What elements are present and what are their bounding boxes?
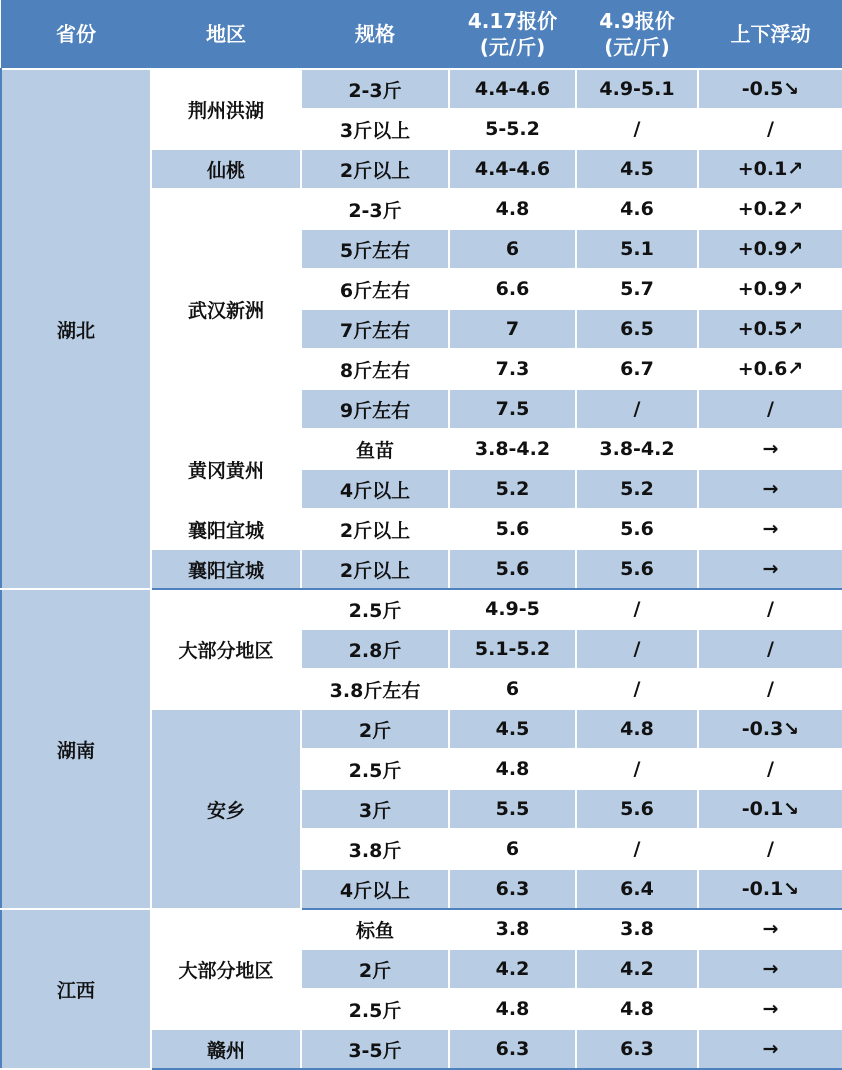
price-a-cell: 4.8	[449, 749, 576, 789]
table-row	[1, 909, 842, 949]
price-a-cell: 4.2	[449, 949, 576, 989]
price-b-cell: 3.8-4.2	[576, 429, 698, 469]
price-b-cell: /	[576, 589, 698, 629]
spec-cell: 标鱼	[301, 909, 449, 949]
price-a-cell: 6	[449, 669, 576, 709]
price-a-cell: 5.5	[449, 789, 576, 829]
price-a-cell: 4.8	[449, 989, 576, 1029]
spec-cell: 5斤左右	[301, 229, 449, 269]
price-b-cell: 5.1	[576, 229, 698, 269]
change-cell: /	[698, 389, 842, 429]
price-a-cell: 7.3	[449, 349, 576, 389]
spec-cell: 2.5斤	[301, 589, 449, 629]
header-change: 上下浮动	[698, 0, 842, 69]
spec-cell: 鱼苗	[301, 429, 449, 469]
header-price-b-line1: 4.9报价	[599, 9, 675, 33]
price-b-cell: 4.9-5.1	[576, 69, 698, 109]
spec-cell: 4斤以上	[301, 469, 449, 509]
price-a-cell: 5.1-5.2	[449, 629, 576, 669]
spec-cell: 4斤以上	[301, 869, 449, 909]
price-a-cell: 5.2	[449, 469, 576, 509]
price-b-cell: 5.6	[576, 549, 698, 589]
price-b-cell: /	[576, 629, 698, 669]
price-a-cell: 4.9-5	[449, 589, 576, 629]
table-header	[1, 0, 842, 69]
change-cell: +0.5↗	[698, 309, 842, 349]
table-row	[1, 69, 842, 109]
price-a-cell: 6.6	[449, 269, 576, 309]
region-cell: 赣州	[151, 1029, 301, 1069]
table-body	[1, 69, 842, 1069]
change-cell: →	[698, 429, 842, 469]
change-cell: →	[698, 989, 842, 1029]
change-cell: →	[698, 509, 842, 549]
change-cell: →	[698, 549, 842, 589]
price-a-cell: 6.3	[449, 869, 576, 909]
change-cell: /	[698, 629, 842, 669]
price-b-cell: 4.5	[576, 149, 698, 189]
spec-cell: 2斤以上	[301, 509, 449, 549]
price-b-cell: 3.8	[576, 909, 698, 949]
price-a-cell: 3.8	[449, 909, 576, 949]
price-a-cell: 4.5	[449, 709, 576, 749]
spec-cell: 2斤	[301, 709, 449, 749]
price-a-cell: 3.8-4.2	[449, 429, 576, 469]
spec-cell: 9斤左右	[301, 389, 449, 429]
change-cell: /	[698, 749, 842, 789]
price-b-cell: 5.2	[576, 469, 698, 509]
price-a-cell: 6	[449, 229, 576, 269]
region-cell: 黄冈黄州	[151, 429, 301, 509]
change-cell: +0.9↗	[698, 229, 842, 269]
price-b-cell: /	[576, 389, 698, 429]
price-b-cell: 4.6	[576, 189, 698, 229]
change-cell: /	[698, 829, 842, 869]
change-cell: →	[698, 949, 842, 989]
change-cell: -0.3↘	[698, 709, 842, 749]
region-cell: 武汉新洲	[151, 189, 301, 429]
header-region: 地区	[151, 0, 301, 69]
spec-cell: 7斤左右	[301, 309, 449, 349]
header-price-a-line1: 4.17报价	[467, 9, 558, 33]
spec-cell: 2斤	[301, 949, 449, 989]
price-a-cell: 4.4-4.6	[449, 149, 576, 189]
province-cell: 湖北	[1, 69, 151, 589]
price-b-cell: 4.8	[576, 709, 698, 749]
region-cell: 襄阳宜城	[151, 549, 301, 589]
header-spec: 规格	[301, 0, 449, 69]
header-price-a	[449, 0, 576, 69]
price-b-cell: 6.3	[576, 1029, 698, 1069]
price-b-cell: 4.8	[576, 989, 698, 1029]
change-cell: →	[698, 909, 842, 949]
spec-cell: 3.8斤左右	[301, 669, 449, 709]
spec-cell: 2.5斤	[301, 749, 449, 789]
change-cell: -0.5↘	[698, 69, 842, 109]
region-cell: 大部分地区	[151, 589, 301, 709]
header-price-a-line2: (元/斤)	[479, 35, 546, 59]
price-b-cell: 6.5	[576, 309, 698, 349]
price-b-cell: 5.6	[576, 509, 698, 549]
price-b-cell: /	[576, 669, 698, 709]
spec-cell: 6斤左右	[301, 269, 449, 309]
table-row	[1, 589, 842, 629]
change-cell: +0.1↗	[698, 149, 842, 189]
change-cell: +0.6↗	[698, 349, 842, 389]
spec-cell: 2-3斤	[301, 189, 449, 229]
price-a-cell: 7.5	[449, 389, 576, 429]
region-cell: 襄阳宜城	[151, 509, 301, 549]
spec-cell: 8斤左右	[301, 349, 449, 389]
spec-cell: 2.8斤	[301, 629, 449, 669]
header-price-b-line2: (元/斤)	[604, 35, 670, 59]
change-cell: →	[698, 1029, 842, 1069]
region-cell: 安乡	[151, 709, 301, 909]
region-cell: 大部分地区	[151, 909, 301, 1029]
spec-cell: 3-5斤	[301, 1029, 449, 1069]
price-a-cell: 5.6	[449, 509, 576, 549]
price-a-cell: 4.8	[449, 189, 576, 229]
price-b-cell: 6.7	[576, 349, 698, 389]
price-b-cell: 5.7	[576, 269, 698, 309]
price-a-cell: 5-5.2	[449, 109, 576, 149]
region-cell: 仙桃	[151, 149, 301, 189]
price-a-cell: 6.3	[449, 1029, 576, 1069]
price-a-cell: 7	[449, 309, 576, 349]
price-a-cell: 5.6	[449, 549, 576, 589]
spec-cell: 2斤以上	[301, 549, 449, 589]
spec-cell: 2-3斤	[301, 69, 449, 109]
change-cell: -0.1↘	[698, 869, 842, 909]
province-cell: 湖南	[1, 589, 151, 909]
spec-cell: 2斤以上	[301, 149, 449, 189]
change-cell: /	[698, 109, 842, 149]
change-cell: +0.2↗	[698, 189, 842, 229]
price-b-cell: 4.2	[576, 949, 698, 989]
spec-cell: 3斤	[301, 789, 449, 829]
province-cell: 江西	[1, 909, 151, 1069]
spec-cell: 3斤以上	[301, 109, 449, 149]
price-b-cell: 6.4	[576, 869, 698, 909]
price-b-cell: /	[576, 829, 698, 869]
price-b-cell: 5.6	[576, 789, 698, 829]
region-cell: 荆州洪湖	[151, 69, 301, 149]
header-province: 省份	[1, 0, 151, 69]
header-price-b	[576, 0, 698, 69]
spec-cell: 3.8斤	[301, 829, 449, 869]
change-cell: +0.9↗	[698, 269, 842, 309]
price-b-cell: /	[576, 749, 698, 789]
change-cell: →	[698, 469, 842, 509]
price-a-cell: 6	[449, 829, 576, 869]
change-cell: /	[698, 589, 842, 629]
spec-cell: 2.5斤	[301, 989, 449, 1029]
change-cell: /	[698, 669, 842, 709]
price-a-cell: 4.4-4.6	[449, 69, 576, 109]
change-cell: -0.1↘	[698, 789, 842, 829]
price-b-cell: /	[576, 109, 698, 149]
